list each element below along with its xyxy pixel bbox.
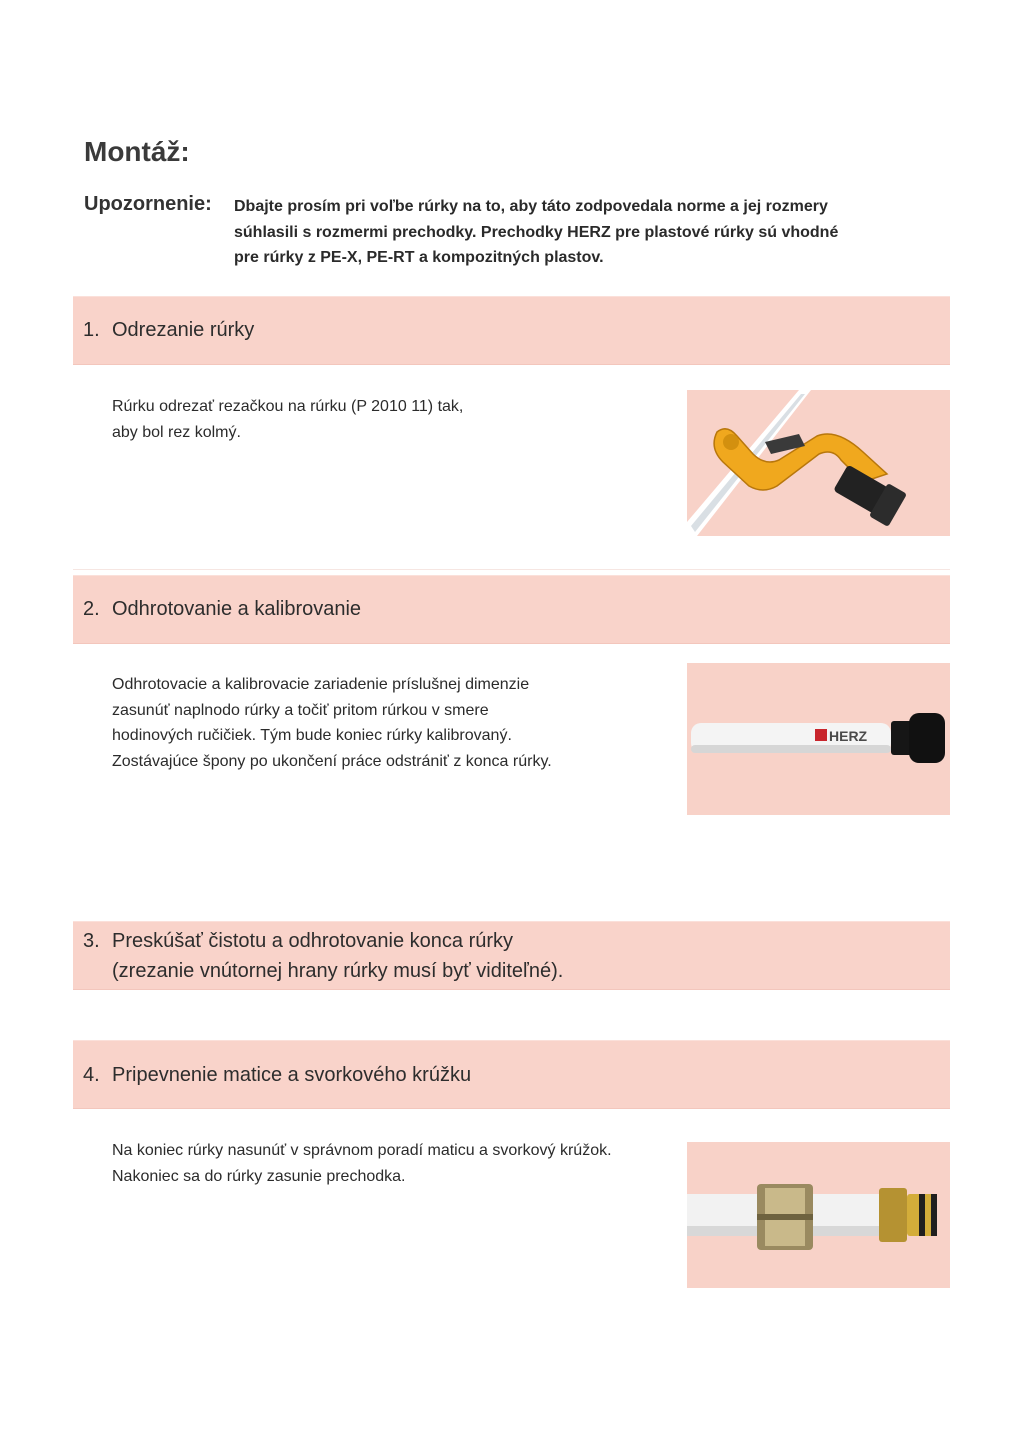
- note-line: Dbajte prosím pri voľbe rúrky na to, aby táto zodpovedala norme a jej rozmery: [234, 198, 828, 215]
- step-3-header: [73, 922, 950, 989]
- step-title: Pripevnenie matice a svorkového krúžku: [112, 1064, 472, 1086]
- step-title: Odhrotovanie a kalibrovanie: [112, 598, 362, 620]
- note-line: pre rúrky z PE-X, PE-RT a kompozitných plastov.: [234, 249, 604, 266]
- description-line: aby bol rez kolmý.: [112, 423, 241, 441]
- step-number: 1.: [83, 319, 100, 341]
- step-title: Odrezanie rúrky: [112, 319, 255, 341]
- step-4-header: [73, 1041, 950, 1108]
- description-line: hodinových ručičiek. Tým bude koniec rúrky kalibrovaný.: [112, 727, 512, 744]
- herz-logo-text: HERZ: [829, 728, 868, 744]
- calibration-tool-photo: [687, 663, 950, 815]
- description-line: zasunúť naplnodo rúrky a točiť pritom rúrkou v smere: [112, 701, 489, 719]
- divider: [73, 569, 950, 570]
- nut-icon: [757, 1184, 813, 1250]
- step-number: 2.: [83, 598, 100, 620]
- description-line: Na koniec rúrky nasunúť v správnom poradí maticu a svorkový krúžok.: [112, 1142, 612, 1159]
- note-line: súhlasili s rozmermi prechodky. Prechodky HERZ pre plastové rúrky sú vhodné: [234, 223, 839, 241]
- cutter-icon: [714, 429, 907, 527]
- pipe-fitting-photo: [687, 1142, 950, 1288]
- page-title: Montáž:: [84, 136, 190, 167]
- pipe-cutter-photo: [687, 390, 950, 536]
- step-title: (zrezanie vnútornej hrany rúrky musí byť viditeľné).: [112, 960, 564, 982]
- step-number: 3.: [83, 930, 100, 952]
- step-1-header: [73, 297, 950, 364]
- description-line: Nakoniec sa do rúrky zasunie prechodka.: [112, 1167, 406, 1185]
- note-label: Upozornenie:: [84, 193, 212, 215]
- step-title: Preskúšať čistotu a odhrotovanie konca rúrky: [112, 930, 514, 952]
- step-number: 4.: [83, 1064, 100, 1086]
- description-line: Rúrku odrezať rezačkou na rúrku (P 2010 11) tak,: [112, 398, 464, 415]
- fitting-icon: [879, 1188, 937, 1242]
- note-text: [234, 194, 924, 271]
- step-1-description: [112, 394, 463, 445]
- description-line: Odhrotovacie a kalibrovacie zariadenie príslušnej dimenzie: [112, 676, 530, 693]
- step-2-description: [112, 672, 552, 774]
- step-2-header: [73, 576, 950, 643]
- calibration-tool-icon: [891, 713, 945, 763]
- step-4-description: [112, 1138, 612, 1189]
- description-line: Zostávajúce špony po ukončení práce odstrániť z konca rúrky.: [112, 752, 552, 770]
